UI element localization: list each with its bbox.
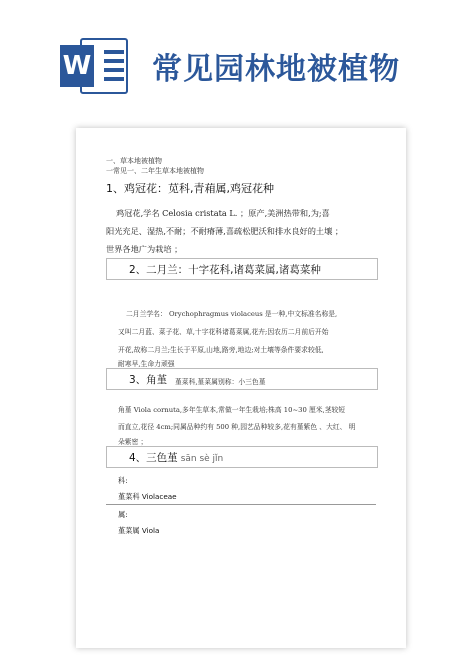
- document-page: [76, 128, 406, 648]
- toc-line-1: 一、草本地被植物: [106, 157, 162, 165]
- section-2-title: 2、二月兰：十字花科,诸葛菜属,诸葛菜种: [129, 264, 321, 276]
- section-1-text: 阳光充足、湿热,不耐；不耐瘠薄,喜疏松肥沃和排水良好的土壤 ；: [106, 226, 344, 236]
- section-3-text: 而直立,花径 4cm;同属品种约有 500 种,园艺品种较多,花有堇紫色 、大红、 明: [118, 423, 356, 431]
- word-doc-icon: [60, 38, 128, 94]
- family-value: 堇菜科 Violaceae: [118, 492, 177, 501]
- section-1-text: 鸡冠花,学名 Celosia cristata L. ；原产,美洲热带和,为;喜: [116, 208, 330, 218]
- section-3-text: 朵紫密 ；: [118, 438, 148, 446]
- toc-line-2: 一常见一、二年生草本地被植物: [106, 167, 204, 175]
- section-1-title: 1、鸡冠花：苋科,青葙属,鸡冠花种: [106, 182, 274, 195]
- section-1-text: 世界各地广为栽培 ；: [106, 244, 183, 254]
- family-label: 科:: [118, 476, 128, 485]
- word-icon-letter: W: [60, 45, 94, 87]
- section-2-heading-box: [106, 258, 378, 280]
- section-3-aliases: 堇菜科,堇菜属别称：小三色堇: [175, 378, 266, 386]
- section-4-title: 4、三色堇 sān sè jǐn: [129, 452, 224, 464]
- divider: [106, 504, 376, 505]
- genus-label: 属:: [118, 510, 128, 519]
- genus-value: 堇菜属 Viola: [118, 526, 160, 535]
- section-2-text: 二月兰学名： Orychophragmus violaceus 是一种,中文标准名称是,: [126, 310, 338, 318]
- header-banner: [0, 0, 474, 100]
- page-title: 常见园林地被植物: [152, 52, 400, 87]
- section-2-text: 耐寒早,生命力顽强: [118, 360, 175, 368]
- section-2-text: 又叫二月蓝、菜子花、草,十字花科诸葛菜属,花卉;因农历二月前后开始: [118, 328, 329, 336]
- section-3-title: 3、角堇: [129, 374, 168, 386]
- section-2-text: 开花,故称二月兰;生长于平原,山地,路旁,地边;对土壤等条件要求较低,: [118, 346, 324, 354]
- section-4-pinyin: sān sè jǐn: [180, 454, 224, 464]
- section-3-text: 角堇 Viola cornuta,多年生草本,常做一年生栽培;株高 10~30 厘米,茎较短: [118, 406, 346, 414]
- section-4-heading-box: [106, 446, 378, 468]
- section-3-heading-box: [106, 368, 378, 390]
